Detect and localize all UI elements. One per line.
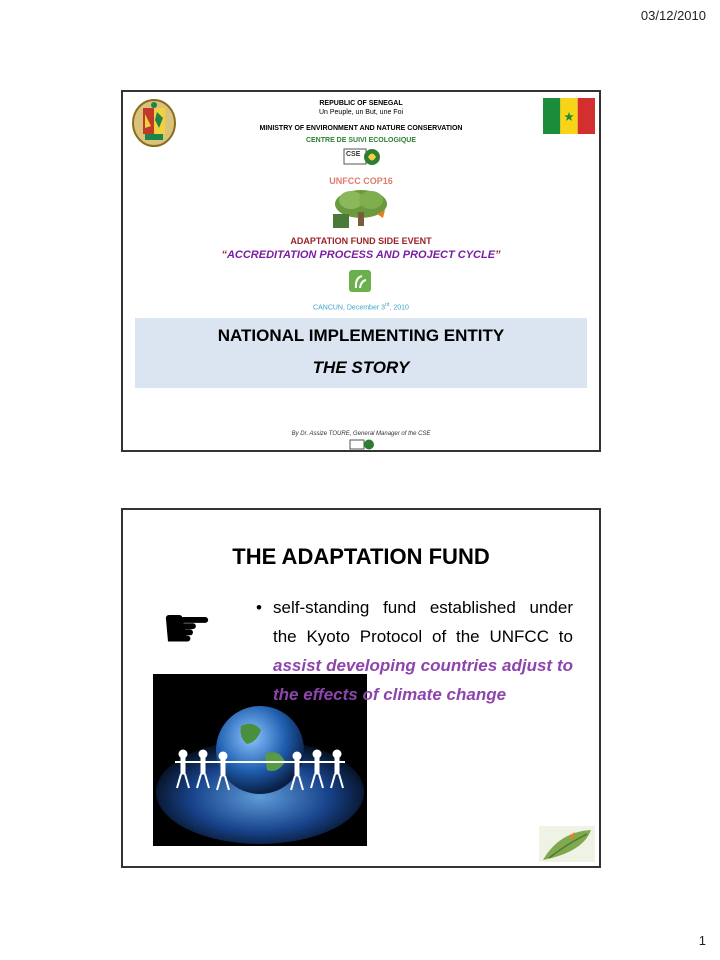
ministry-heading: MINISTRY OF ENVIRONMENT AND NATURE CONSERVATION [259, 125, 463, 132]
byline: By Dr. Assize TOURE, General Manager of the CSE [291, 431, 431, 437]
republic-heading: REPUBLIC OF SENEGAL [319, 100, 403, 107]
location-prefix: CANCUN, December 3 [313, 304, 386, 312]
side-event-label: ADAPTATION FUND SIDE EVENT [290, 236, 432, 246]
bullet-text [273, 593, 573, 709]
adaptation-fund-slide [121, 508, 601, 868]
cop16-tree-logo-icon [329, 188, 393, 230]
accreditation-heading [123, 249, 599, 261]
national-motto: Un Peuple, un But, une Foi [318, 109, 404, 116]
slide2-title: THE ADAPTATION FUND [232, 544, 490, 569]
cse-logo-text: CSE [346, 151, 361, 158]
location-suffix: , 2010 [389, 304, 409, 312]
cse-name: CENTRE DE SUIVI ECOLOGIQUE [305, 137, 417, 144]
pointing-hand-icon: ☛ [161, 596, 213, 661]
page-date: 03/12/2010 [640, 8, 706, 23]
close-quote: ” [495, 249, 501, 261]
slide-subtitle: THE STORY [312, 358, 410, 377]
event-location-date [123, 302, 599, 311]
cse-small-logo-icon [349, 438, 375, 451]
leaf-decoration-icon [539, 826, 595, 862]
title-slide [121, 90, 601, 452]
bullet-dot: • [256, 598, 262, 617]
bullet-text-plain: self-standing fund established under the Kyoto Protocol of the UNFCC to [273, 598, 573, 646]
cop-label: UNFCC COP16 [329, 176, 393, 186]
open-quote: “ [221, 249, 227, 261]
page-number: 1 [698, 933, 706, 948]
slide-title: NATIONAL IMPLEMENTING ENTITY [217, 326, 505, 345]
title-box [135, 318, 587, 388]
location-sup: rd [385, 302, 390, 308]
bullet-text-emphasis: assist developing countries adjust to the effects of climate change [273, 656, 573, 704]
accreditation-text: ACCREDITATION PROCESS AND PROJECT CYCLE [226, 249, 496, 261]
adaptation-fund-logo-icon [349, 270, 371, 292]
